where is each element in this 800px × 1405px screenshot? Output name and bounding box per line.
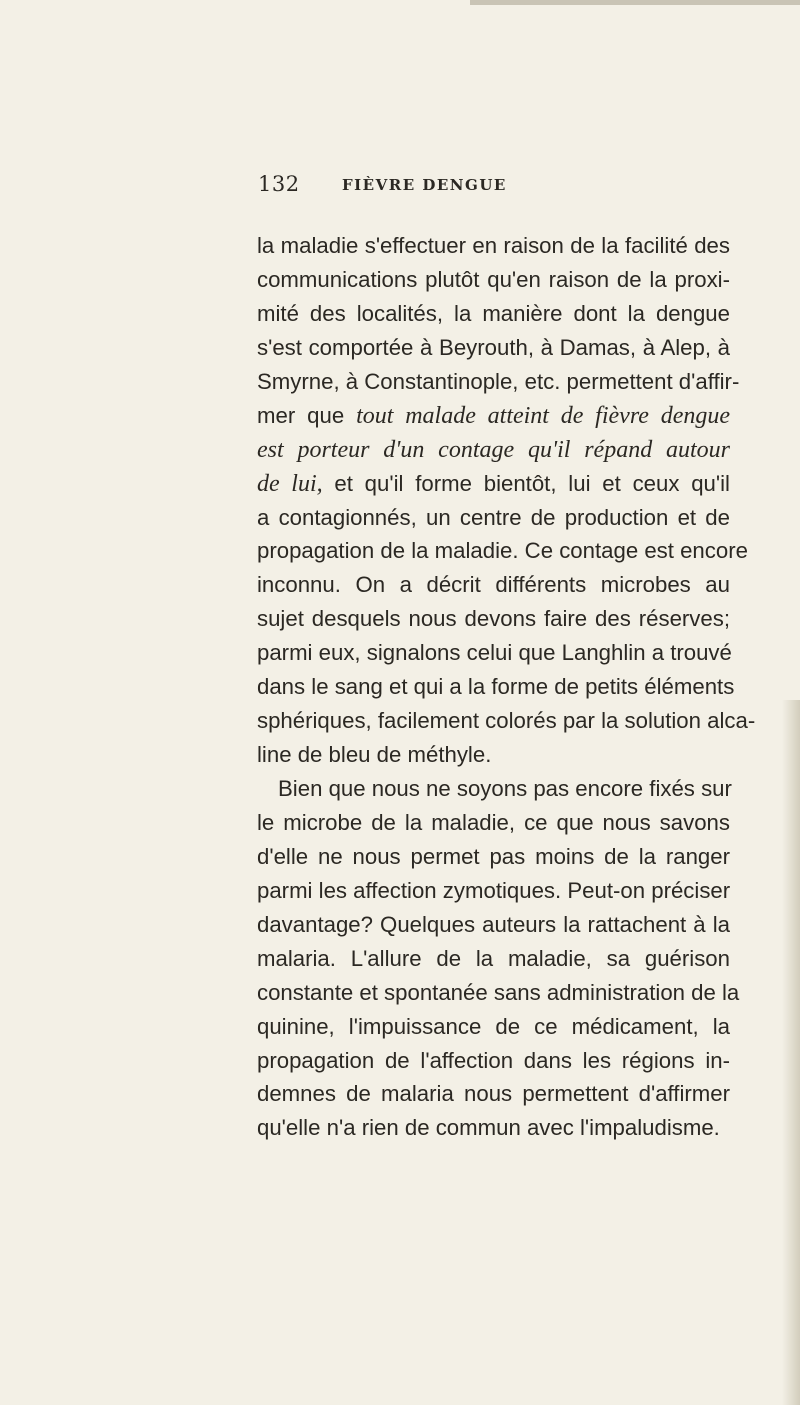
text-line: malaria. L'allure de la maladie, sa guérison (257, 945, 730, 971)
text-line: mité des localités, la manière dont la dengue (257, 300, 730, 326)
text-line: sphériques, facilement colorés par la solution alca- (257, 708, 756, 734)
text-line: sujet desquels nous devons faire des réserves; (257, 606, 730, 632)
text-line: propagation de l'affection dans les régions in- (257, 1047, 730, 1073)
italic-phrase: est porteur d'un contage qu'il répand autour (257, 436, 730, 463)
text-line: parmi les affection zymotiques. Peut-on préciser (257, 877, 731, 903)
page-number: 132 (258, 172, 300, 196)
text-line (257, 399, 730, 433)
text-line: communications plutôt qu'en raison de la proxi- (257, 266, 730, 292)
text-line: propagation de la maladie. Ce contage est encore (257, 538, 748, 564)
text-line: line de bleu de méthyle. (257, 742, 492, 768)
page-edge-shadow (782, 700, 800, 1405)
text-run: mer que (257, 402, 357, 428)
text-line (257, 433, 730, 467)
text-line: le microbe de la maladie, ce que nous savons (257, 809, 730, 835)
text-line: davantage? Quelques auteurs la rattachent à la (257, 911, 730, 937)
text-run: et qu'il forme bientôt, lui et ceux qu'il (322, 470, 730, 496)
text-line: s'est comportée à Beyrouth, à Damas, à Alep, à (257, 334, 730, 360)
text-line: Bien que nous ne soyons pas encore fixés sur (278, 776, 732, 801)
text-line: constante et spontanée sans administration de la (257, 979, 740, 1005)
text-line: inconnu. On a décrit différents microbes au (257, 572, 730, 598)
page-header (0, 164, 800, 204)
italic-phrase: de lui, (257, 470, 323, 497)
text-line: Smyrne, à Constantinople, etc. permettent d'affir- (257, 368, 740, 394)
italic-phrase: tout malade atteint de fièvre dengue (356, 402, 730, 429)
text-line: dans le sang et qui a la forme de petits éléments (257, 674, 735, 700)
running-head: FIÈVRE DENGUE (342, 176, 507, 194)
top-edge-rule (470, 0, 800, 5)
text-line: a contagionnés, un centre de production et de (257, 504, 730, 530)
text-line: parmi eux, signalons celui que Langhlin a trouvé (257, 640, 732, 666)
text-line: d'elle ne nous permet pas moins de la ranger (257, 843, 730, 869)
text-line: quinine, l'impuissance de ce médicament, la (257, 1013, 730, 1039)
body-text (257, 229, 756, 1145)
text-line: demnes de malaria nous permettent d'affirmer (257, 1081, 730, 1107)
text-line: qu'elle n'a rien de commun avec l'impaludisme. (257, 1115, 720, 1141)
text-line (257, 467, 730, 501)
text-line: la maladie s'effectuer en raison de la facilité des (257, 233, 730, 258)
